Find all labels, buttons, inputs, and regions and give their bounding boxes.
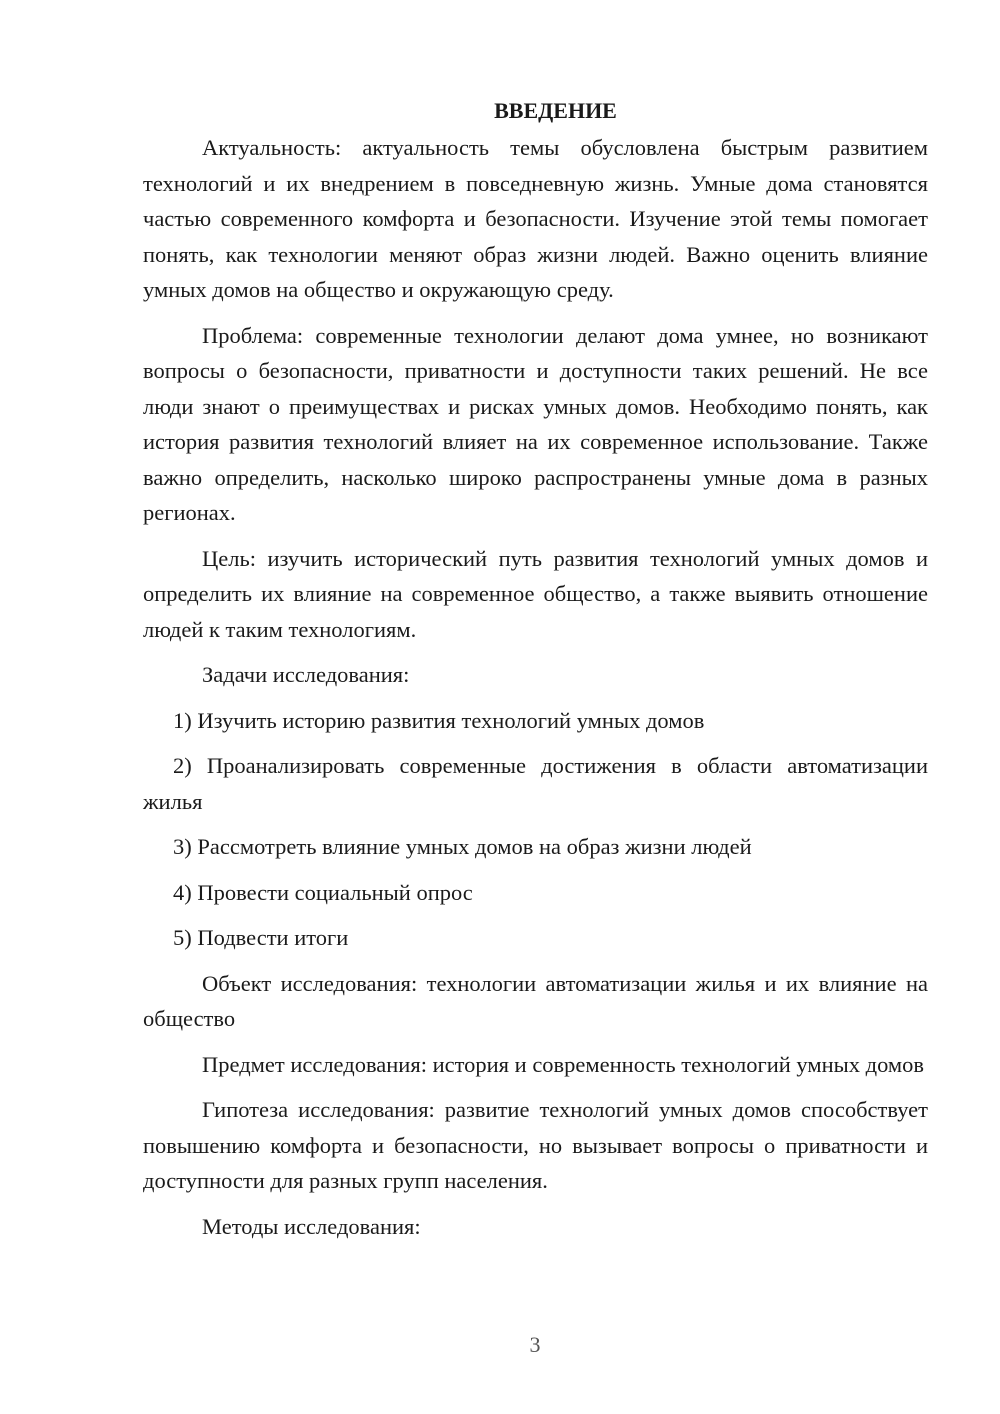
page-number: 3 [529, 1332, 541, 1357]
list-item-task-3: 3) Рассмотреть влияние умных домов на образ жизни людей [173, 834, 752, 859]
list-item-task-2: 2) Проанализировать современные достижения в области автоматизации жилья [143, 753, 928, 814]
list-item-task-5: 5) Подвести итоги [173, 925, 349, 950]
paragraph-goal: Цель: изучить исторический путь развития технологий умных домов и определить их влияние на современное общество, а также выявить отношение людей к таким технологиям. [143, 545, 928, 642]
paragraph-subject: Предмет исследования: история и современность технологий умных домов [202, 1051, 925, 1077]
paragraph-methods: Методы исследования: [202, 1213, 421, 1239]
paragraph-problem: Проблема: современные технологии делают дома умнее, но возникают вопросы о безопасности, приватности и доступности таких решений. Не все люди знают о преимуществах и рисках умных домов. Необходимо понять, как история развития технологий влияет на их современное использование. Также важно определить, насколько широко распространены умные дома в разных регионах. [143, 322, 928, 525]
list-item-task-1: 1) Изучить историю развития технологий умных домов [173, 707, 705, 733]
page-title: ВВЕДЕНИЕ [494, 98, 617, 123]
list-item-task-4: 4) Провести социальный опрос [173, 879, 473, 905]
paragraph-relevance: Актуальность: актуальность темы обусловлена быстрым развитием технологий и их внедрением в повседневную жизнь. Умные дома становятся частью современного комфорта и безопасности. Изучение этой темы помогает понять, как технологии меняют образ жизни людей. Важно оценить влияние умных домов на общество и окружающую среду. [143, 135, 928, 302]
paragraph-hypothesis: Гипотеза исследования: развитие технологий умных домов способствует повышению комфорта и безопасности, но вызывает вопросы о приватности и доступности для разных групп населения. [143, 1097, 928, 1193]
paragraph-object: Объект исследования: технологии автоматизации жилья и их влияние на общество [143, 970, 928, 1031]
tasks-heading: Задачи исследования: [202, 662, 410, 687]
document-body [143, 93, 928, 1254]
